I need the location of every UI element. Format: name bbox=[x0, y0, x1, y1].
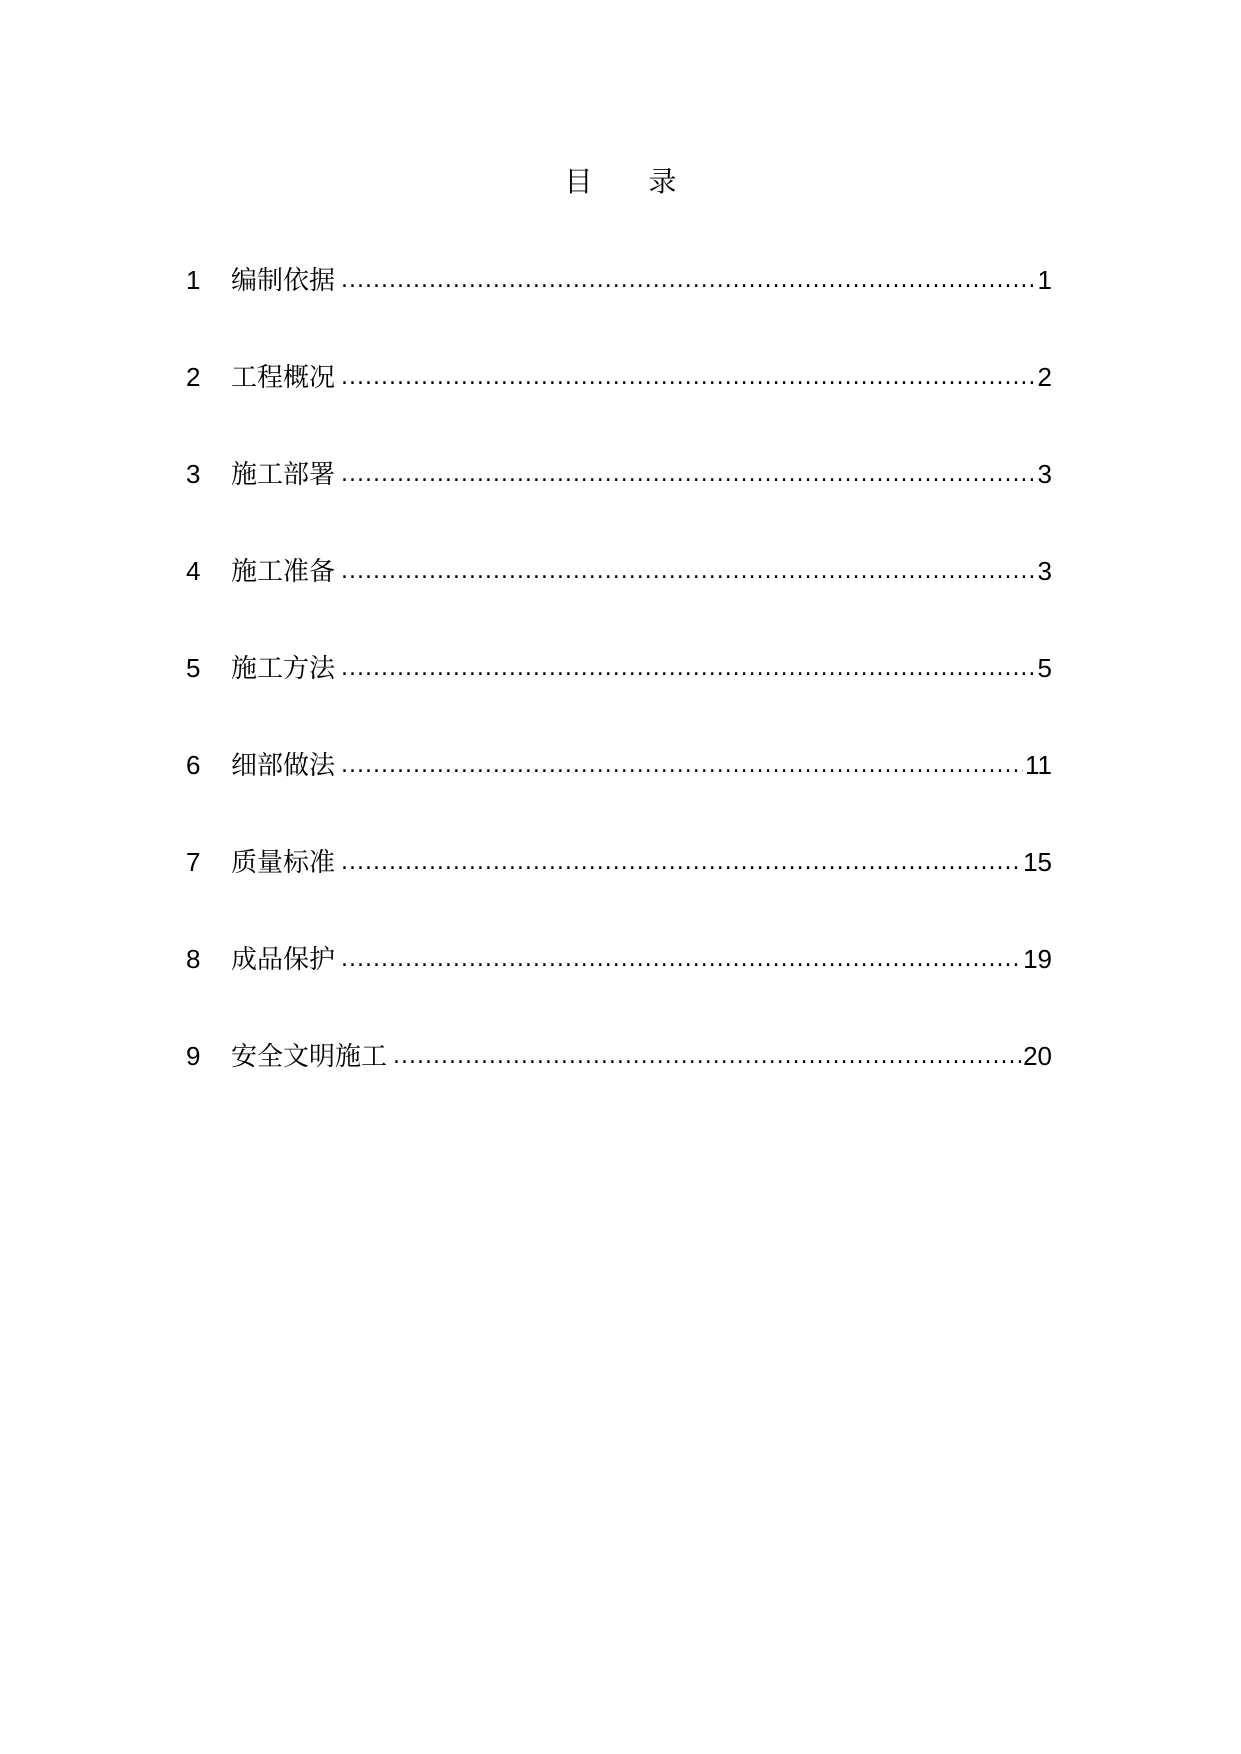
toc-entry[interactable] bbox=[186, 551, 1052, 648]
toc-title: 目 录 bbox=[564, 165, 677, 198]
toc-entry[interactable] bbox=[186, 260, 1052, 357]
toc-entry-number: 2 bbox=[186, 362, 201, 392]
toc-dot-leader bbox=[341, 746, 1023, 786]
toc-entry-page: 15 bbox=[1023, 847, 1052, 877]
toc-entry-text: 工程概况 bbox=[231, 363, 336, 393]
toc-entry-text: 安全文明施工 bbox=[231, 1042, 388, 1072]
toc-dot-leader bbox=[393, 1037, 1021, 1077]
toc-dot-leader bbox=[341, 261, 1036, 301]
toc-dot-leader bbox=[341, 455, 1036, 495]
toc-entry[interactable] bbox=[186, 939, 1052, 1036]
toc-entry-number: 1 bbox=[186, 265, 201, 295]
toc-entry-number: 3 bbox=[186, 459, 201, 489]
toc-entry-number: 6 bbox=[186, 750, 201, 780]
toc-entry-number: 9 bbox=[186, 1041, 201, 1071]
toc-dot-leader bbox=[341, 358, 1036, 398]
toc-entry-text: 成品保护 bbox=[231, 945, 336, 975]
toc-entry-page: 19 bbox=[1023, 944, 1052, 974]
toc-entry-number: 5 bbox=[186, 653, 201, 683]
toc-entry-text: 编制依据 bbox=[231, 266, 336, 296]
toc-entry-page: 3 bbox=[1037, 556, 1052, 586]
toc-entry-text: 细部做法 bbox=[231, 751, 336, 781]
toc-entry[interactable] bbox=[186, 454, 1052, 551]
toc-entry-text: 质量标准 bbox=[231, 848, 336, 878]
toc-dot-leader bbox=[341, 940, 1021, 980]
toc-entry-text: 施工部署 bbox=[231, 460, 336, 490]
toc-entry[interactable] bbox=[186, 648, 1052, 745]
toc-entry[interactable] bbox=[186, 842, 1052, 939]
toc-entry-page: 2 bbox=[1037, 362, 1052, 392]
toc-dot-leader bbox=[341, 843, 1021, 883]
toc-entry-page: 1 bbox=[1037, 265, 1052, 295]
toc-entry-page: 20 bbox=[1023, 1041, 1052, 1071]
toc-entry-number: 7 bbox=[186, 847, 201, 877]
toc-entry[interactable] bbox=[186, 357, 1052, 454]
toc-dot-leader bbox=[341, 552, 1036, 592]
toc-entry-page: 3 bbox=[1037, 459, 1052, 489]
toc-entry-text: 施工方法 bbox=[231, 654, 336, 684]
toc-list bbox=[186, 260, 1052, 1133]
toc-entry-number: 8 bbox=[186, 944, 201, 974]
toc-entry-number: 4 bbox=[186, 556, 201, 586]
toc-entry-page: 11 bbox=[1025, 750, 1052, 780]
toc-entry-page: 5 bbox=[1037, 653, 1052, 683]
toc-entry-text: 施工准备 bbox=[231, 557, 336, 587]
toc-dot-leader bbox=[341, 649, 1036, 689]
toc-entry[interactable] bbox=[186, 745, 1052, 842]
toc-entry[interactable] bbox=[186, 1036, 1052, 1133]
